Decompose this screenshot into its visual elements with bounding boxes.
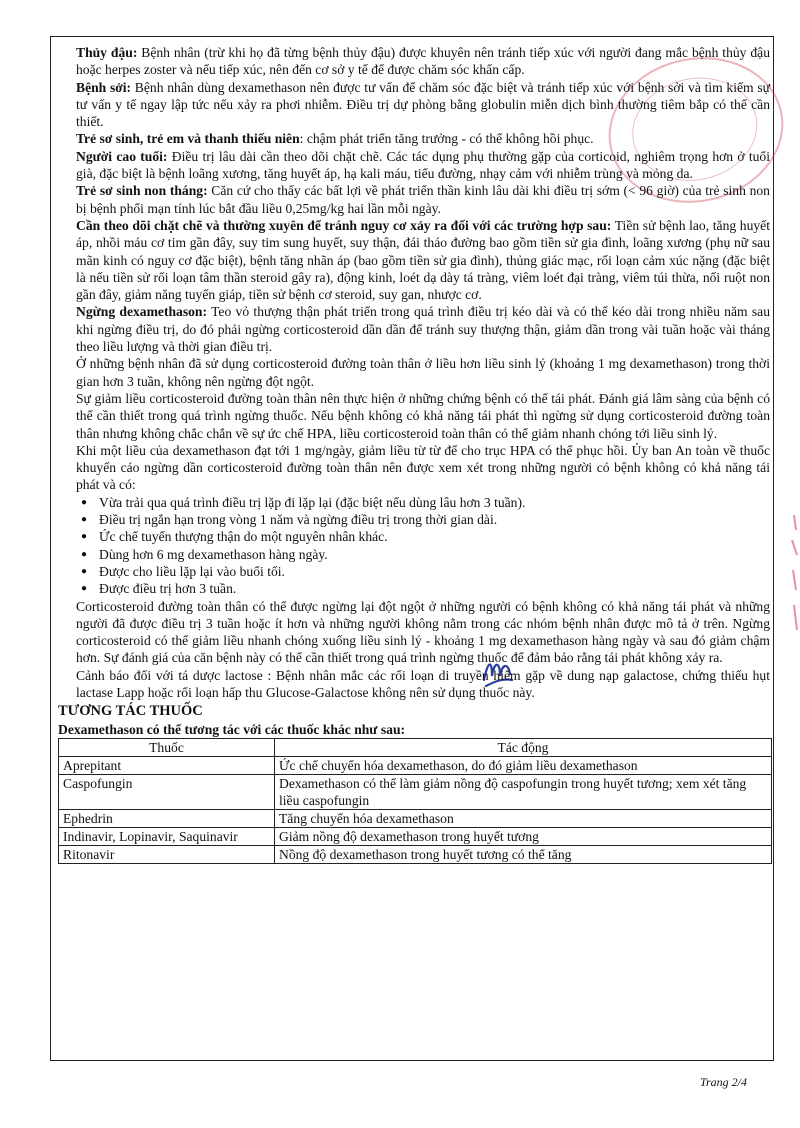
document-body [58, 44, 771, 864]
effect-cell: Tăng chuyển hóa dexamethason [275, 809, 772, 827]
table-row [59, 845, 772, 863]
table-row [59, 809, 772, 827]
drug-cell: Caspofungin [59, 774, 275, 809]
paragraph-dose-reduction: Sự giảm liều corticosteroid đường toàn thân nên thực hiện ở những chứng bệnh có thể tái phát. Đánh giá lâm sàng của bệnh có thể cần thiết trong quá trình ngừng thuốc. Nếu bệnh không có khả năng tái phát thì ngừng sử dụng corticosteroid đường toàn thân nhưng không chắc chắn về sự ức chế HPA, liều corticosteroid toàn thân có thể giảm nhanh chóng tới liều sinh lý. [76, 390, 770, 441]
table-row [59, 827, 772, 845]
drug-cell: Ephedrin [59, 809, 275, 827]
paragraph-children: Trẻ sơ sinh, trẻ em và thanh thiếu niên: chậm phát triển tăng trưởng - có thể không hồi phục. [76, 131, 594, 147]
table-row [59, 774, 772, 809]
list-item: ● Điều trị ngắn hạn trong vòng 1 năm và ngừng điều trị trong thời gian dài. [99, 511, 770, 528]
paragraph-premature: Trẻ sơ sinh non tháng: Căn cứ cho thấy các bất lợi về phát triển thần kinh lâu dài khi điều trị sớm (< 96 giờ) của trẻ sinh non bị bệnh phổi mạn tính lúc bắt đầu liều 0,25mg/kg hai lần mỗi ngày. [76, 183, 770, 216]
list-item: ● Vừa trải qua quá trình điều trị lặp đi lặp lại (đặc biệt nếu dùng lâu hơn 3 tuần). [99, 494, 770, 511]
paragraph-chickenpox: Thủy đậu: Bệnh nhân (trừ khi họ đã từng bệnh thủy đậu) được khuyên nên tránh tiếp xúc với người đang mắc bệnh thủy đậu hoặc herpes zoster và nếu tiếp xúc, nên đến cơ sở y tế để được chăm sóc khẩn cấp. [76, 45, 770, 78]
paragraph-monitoring: Cần theo dõi chặt chẽ và thường xuyên để tránh nguy cơ xảy ra đối với các trường hợp sau: Tiền sử bệnh lao, tăng huyết áp, nhồi máu cơ tim gần đây, suy tim sung huyết, suy thận, đái tháo đường bao gồm tiền sử gia đình, loãng xương (phụ nữ sau mãn kinh có nguy cơ đặc biệt), bệnh tăng nhãn áp (bao gồm tiền sử gia đình), thủng giác mạc, rối loạn cảm xúc nặng (đặc biệt là nếu tiền sử rối loạn tâm thần steroid gây ra), động kinh, loét dạ dày tá tràng, viêm loét đại tràng, viêm túi thừa, nối ruột non gần đây, giảm năng tuyến giáp, tiền sử bệnh cơ steroid, suy gan, nhược cơ. [76, 217, 770, 303]
effect-cell: Dexamethason có thể làm giảm nồng độ caspofungin trong huyết tương; xem xét tăng liều caspofungin [275, 774, 772, 809]
drug-cell: Ritonavir [59, 845, 275, 863]
criteria-list [76, 494, 770, 598]
paragraph-elderly: Người cao tuổi: Điều trị lâu dài cần theo dõi chặt chẽ. Các tác dụng phụ thường gặp của corticoid, nghiêm trọng hơn ở tuổi già, đặc biệt là bệnh loãng xương, tăng huyết áp, hạ kali máu, tiểu đường, nhạy cảm với nhiễm trùng và mỏng da. [76, 148, 771, 182]
paragraph-systemic: Ở những bệnh nhân đã sử dụng corticosteroid đường toàn thân ở liều hơn liều sinh lý (khoảng 1 mg dexamethason) trong thời gian hơn 3 tuần, không nên ngừng đột ngột. [76, 356, 770, 389]
drug-cell: Aprepitant [59, 756, 275, 774]
table-row [59, 756, 772, 774]
paragraph-withdrawal: Ngừng dexamethason: Teo vỏ thượng thận phát triển trong quá trình điều trị kéo dài và có thể kéo dài trong nhiều năm sau khi ngừng điều trị, do đó phải ngừng corticosteroid dần dần để tránh suy thượng thận, giảm dần trong vài tuần hoặc vài tháng theo liều lượng và thời gian điều trị. [76, 304, 770, 355]
paragraph-abrupt-stop: Corticosteroid đường toàn thân có thể được ngừng lại đột ngột ở những người có bệnh không có khả năng tái phát và những người đã được điều trị 3 tuần hoặc ít hơn và những người không nằm trong các nhóm bệnh nhân được mô tả ở trên. Ngừng corticosteroid có thể giảm liều nhanh chóng xuống liều sinh lý - khoảng 1 mg dexamethason hàng ngày và sau đó giảm chậm hơn. Sự đánh giá của căn bệnh này có thể cần thiết trong quá trình ngừng thuốc để đảm bảo rằng tái phát không xảy ra. [76, 598, 770, 666]
list-item: ● Dùng hơn 6 mg dexamethason hàng ngày. [99, 546, 770, 563]
effect-cell: Ức chế chuyển hóa dexamethason, do đó giảm liều dexamethason [275, 756, 772, 774]
list-item: ● Được cho liều lặp lại vào buổi tối. [99, 563, 770, 580]
effect-cell: Giảm nồng độ dexamethason trong huyết tương [275, 827, 772, 845]
paragraph-hpa: Khi một liều của dexamethason đạt tới 1 mg/ngày, giảm liều từ từ để cho trục HPA có thể phục hồi. Ủy ban An toàn về thuốc khuyến cáo ngừng dần corticosteroid đường toàn thân nên được xem xét trong những người có bệnh không có khả năng tái phát và có: [76, 442, 770, 493]
paragraph-lactose: Cảnh báo đối với tá dược lactose : Bệnh nhân mắc các rối loạn di truyền hiếm gặp về dung nạp galactose, chứng thiếu hụt lactase Lapp hoặc rối loạn hấp thu Glucose-Galactose không nên sử dụng thuốc này. [76, 667, 770, 700]
drug-cell: Indinavir, Lopinavir, Saquinavir [59, 827, 275, 845]
interactions-table [58, 738, 772, 864]
table-caption: Dexamethason có thể tương tác với các thuốc khác như sau: [58, 721, 406, 737]
list-item: ● Được điều trị hơn 3 tuần. [99, 580, 770, 597]
table-header-row [59, 738, 772, 756]
page-number: Trang 2/4 [700, 1075, 748, 1089]
effect-cell: Nồng độ dexamethason trong huyết tương có thể tăng [275, 845, 772, 863]
edge-stamp-mark [784, 510, 800, 650]
section-title-interactions: TƯƠNG TÁC THUỐC [58, 703, 203, 720]
list-item: ● Ức chế tuyến thượng thận do một nguyên nhân khác. [99, 528, 770, 545]
column-header-drug: Thuốc [59, 738, 275, 756]
column-header-effect: Tác động [275, 738, 772, 756]
paragraph-measles: Bệnh sởi: Bệnh nhân dùng dexamethason nên được tư vấn để chăm sóc đặc biệt và tránh tiếp xúc với bệnh sởi và tìm kiếm sự tư vấn y tế ngay lập tức nếu xảy ra phơi nhiễm. Điều trị dự phòng bằng globulin miễn dịch bình thường tiêm bắp có thể cần thiết. [76, 79, 770, 130]
